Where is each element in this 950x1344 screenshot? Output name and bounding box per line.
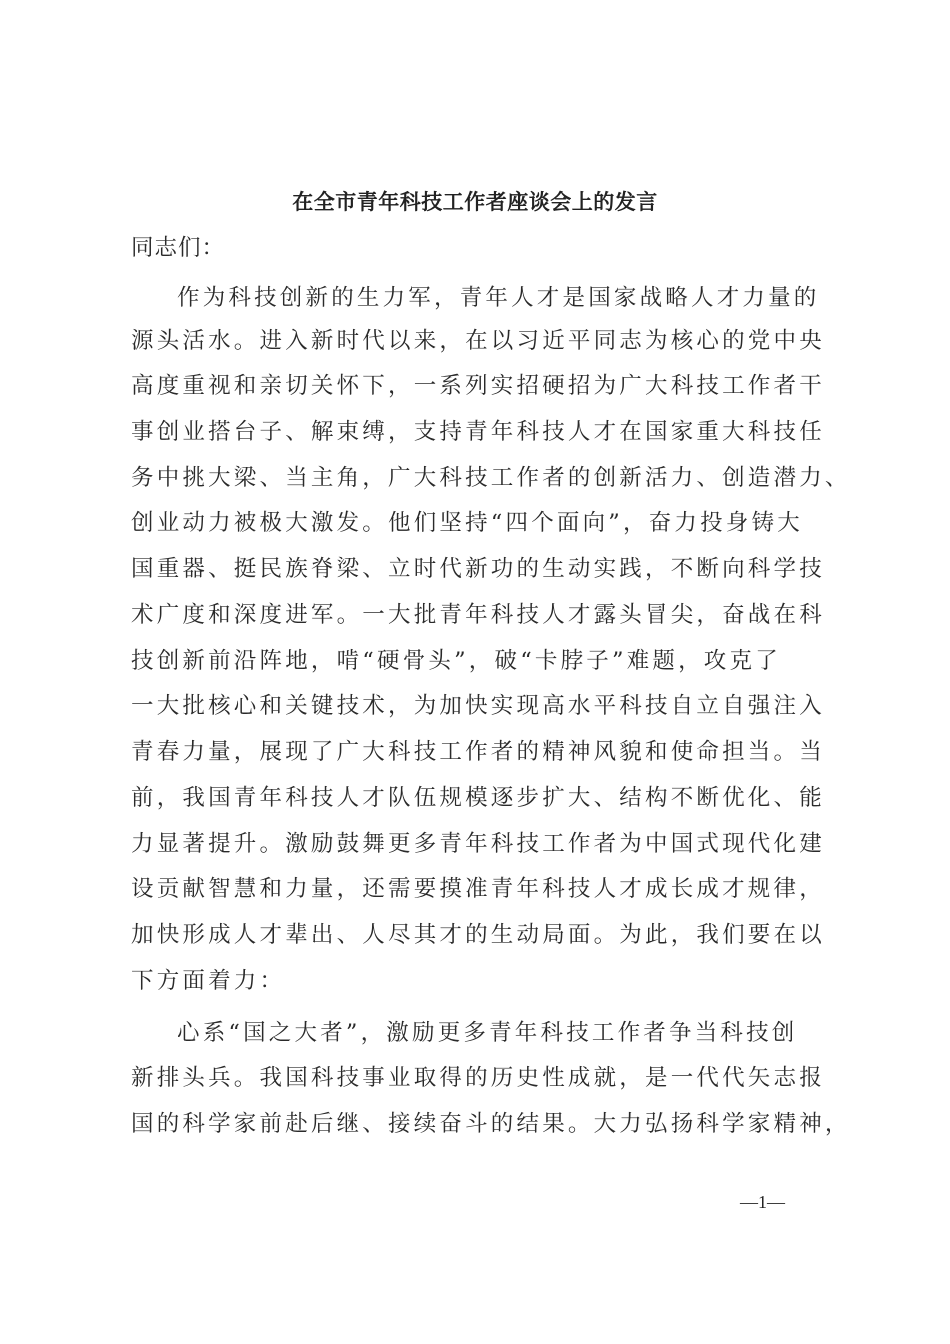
body-text-line: 前，我国青年科技人才队伍规模逐步扩大、结构不断优化、能 [131,785,825,811]
body-text-line: 国重器、挺民族脊梁、立时代新功的生动实践，不断向科学技 [131,556,825,582]
body-text-line: 下方面着力： [131,968,286,994]
body-text-line: 加快形成人才辈出、人尽其才的生动局面。为此，我们要在以 [131,922,825,948]
body-text-line: 事创业搭台子、解束缚，支持青年科技人才在国家重大科技任 [131,419,825,445]
body-text-line: 一大批核心和关键技术，为加快实现高水平科技自立自强注入 [131,693,825,719]
page-number: —1— [740,1192,785,1212]
body-text-line: 心系“国之大者”，激励更多青年科技工作者争当科技创 [177,1020,798,1046]
salutation: 同志们： [131,235,226,261]
body-text-line: 作为科技创新的生力军，青年人才是国家战略人才力量的 [177,285,820,311]
body-text-line: 高度重视和亲切关怀下，一系列实招硬招为广大科技工作者干 [131,373,825,399]
body-text-line: 设贡献智慧和力量，还需要摸准青年科技人才成长成才规律， [131,876,825,902]
body-text-line: 青春力量，展现了广大科技工作者的精神风貌和使命担当。当 [131,739,825,765]
body-text-line: 力显著提升。激励鼓舞更多青年科技工作者为中国式现代化建 [131,831,825,857]
body-text-line: 术广度和深度进军。一大批青年科技人才露头冒尖，奋战在科 [131,602,825,628]
body-text-line: 国的科学家前赴后继、接续奋斗的结果。大力弘扬科学家精神， [131,1111,851,1137]
body-text-line: 源头活水。进入新时代以来，在以习近平同志为核心的党中央 [131,328,825,354]
body-text-line: 创业动力被极大激发。他们坚持“四个面向”，奋力投身铸大 [131,510,803,536]
body-text-line: 新排头兵。我国科技事业取得的历史性成就，是一代代矢志报 [131,1065,825,1091]
document-title: 在全市青年科技工作者座谈会上的发言 [292,189,658,214]
body-text-line: 技创新前沿阵地，啃“硬骨头”，破“卡脖子”难题，攻克了 [131,648,781,674]
body-text-line: 务中挑大梁、当主角，广大科技工作者的创新活力、创造潜力、 [131,465,851,491]
